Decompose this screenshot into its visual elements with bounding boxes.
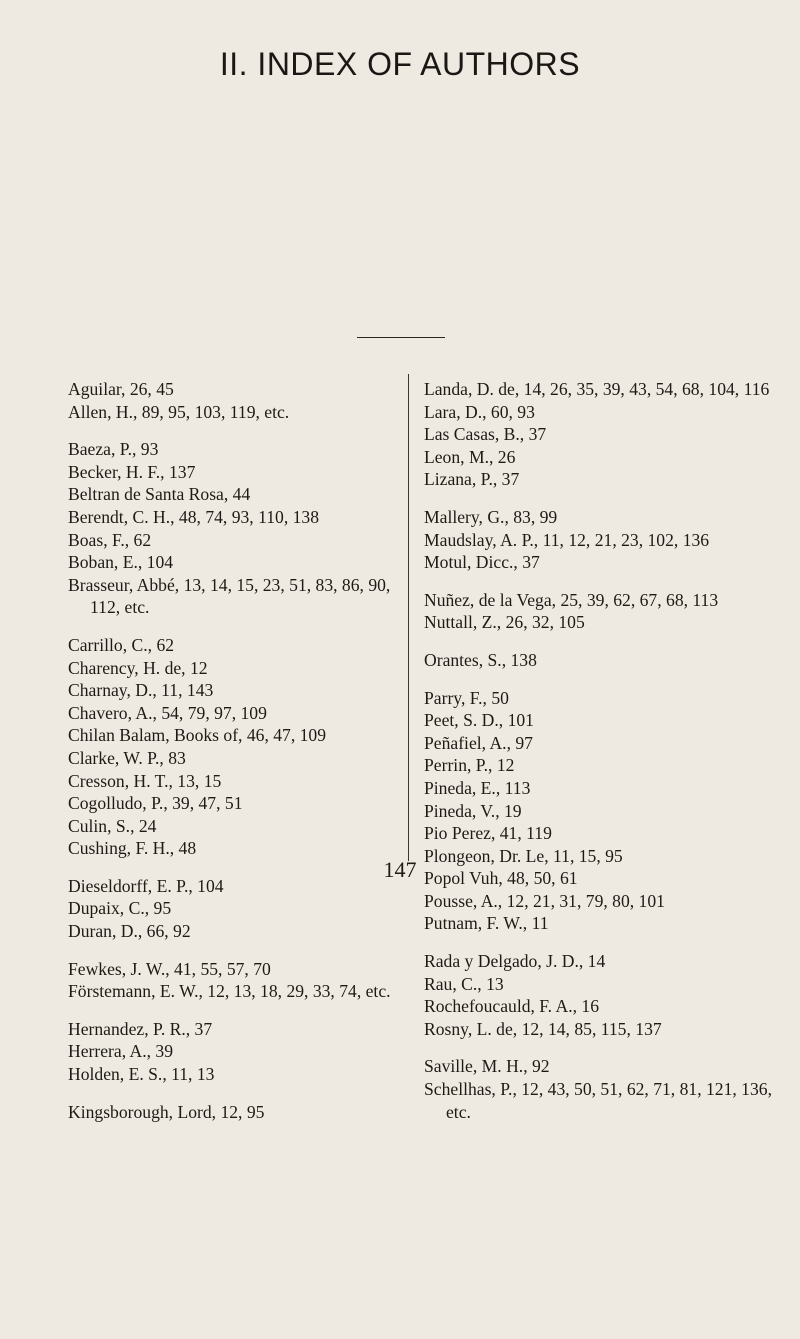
index-entry: Landa, D. de, 14, 26, 35, 39, 43, 54, 68, 104, 116 bbox=[424, 379, 770, 399]
index-entry: Chavero, A., 54, 79, 97, 109 bbox=[68, 702, 267, 723]
index-entry: Becker, H. F., 137 bbox=[68, 461, 196, 482]
index-entry: Pio Perez, 41, 119 bbox=[424, 823, 552, 844]
index-entry: Cresson, H. T., 13, 15 bbox=[68, 770, 222, 791]
index-entry: Dupaix, C., 95 bbox=[68, 898, 172, 919]
index-entry: Boban, E., 104 bbox=[68, 552, 174, 573]
index-group bbox=[424, 506, 774, 574]
page-title: II. INDEX OF AUTHORS bbox=[219, 46, 581, 82]
index-entry: Las Casas, B., 37 bbox=[424, 424, 547, 445]
index-entry: Rosny, L. de, 12, 14, 85, 115, 137 bbox=[424, 1018, 662, 1039]
index-entry: Cogolludo, P., 39, 47, 51 bbox=[68, 793, 243, 814]
index-column-left bbox=[68, 378, 403, 1138]
index-column-right bbox=[424, 378, 774, 1138]
index-entry: Popol Vuh, 48, 50, 61 bbox=[424, 868, 578, 889]
index-entry: Förstemann, E. W., 12, 13, 18, 29, 33, 74, etc. bbox=[68, 981, 391, 1002]
index-entry: Kingsborough, Lord, 12, 95 bbox=[68, 1101, 265, 1122]
index-entry: Charency, H. de, 12 bbox=[68, 657, 208, 678]
index-entry: Beltran de Santa Rosa, 44 bbox=[68, 484, 251, 505]
index-entry: Plongeon, Dr. Le, 11, 15, 95 bbox=[424, 845, 623, 866]
index-entry: Maudslay, A. P., 11, 12, 21, 23, 102, 136 bbox=[424, 529, 710, 550]
index-entry: Schellhas, P., 12, 43, 50, 51, 62, 71, 81, 121, 136, etc. bbox=[424, 1079, 772, 1122]
index-entry: Motul, Dicc., 37 bbox=[424, 552, 540, 573]
index-group bbox=[68, 378, 403, 423]
index-entry: Rau, C., 13 bbox=[424, 973, 504, 994]
index-entry: Allen, H., 89, 95, 103, 119, etc. bbox=[68, 401, 290, 422]
index-entry: Nuñez, de la Vega, 25, 39, 62, 67, 68, 113 bbox=[424, 589, 719, 610]
index-entry: Leon, M., 26 bbox=[424, 446, 516, 467]
index-entry: Lara, D., 60, 93 bbox=[424, 401, 535, 422]
index-entry: Saville, M. H., 92 bbox=[424, 1056, 550, 1077]
index-group bbox=[68, 958, 403, 1003]
index-entry: Peet, S. D., 101 bbox=[424, 710, 534, 731]
index-group bbox=[424, 378, 774, 491]
index-entry: Clarke, W. P., 83 bbox=[68, 747, 186, 768]
index-entry: Culin, S., 24 bbox=[68, 815, 157, 836]
index-entry: Parry, F., 50 bbox=[424, 687, 509, 708]
index-group bbox=[68, 438, 403, 619]
title-rule bbox=[357, 337, 445, 338]
column-divider bbox=[408, 374, 409, 861]
index-entry: Herrera, A., 39 bbox=[68, 1041, 174, 1062]
index-group bbox=[68, 1101, 403, 1124]
index-group bbox=[424, 649, 774, 672]
index-entry: Brasseur, Abbé, 13, 14, 15, 23, 51, 83, 86, 90, 112, etc. bbox=[68, 574, 391, 618]
index-entry: Holden, E. S., 11, 13 bbox=[68, 1064, 215, 1085]
index-entry: Orantes, S., 138 bbox=[424, 649, 537, 670]
index-entry: Pineda, V., 19 bbox=[424, 800, 522, 821]
index-entry: Hernandez, P. R., 37 bbox=[68, 1018, 213, 1039]
index-entry: Chilan Balam, Books of, 46, 47, 109 bbox=[68, 725, 327, 746]
index-entry: Charnay, D., 11, 143 bbox=[68, 680, 214, 701]
index-entry: Pineda, E., 113 bbox=[424, 777, 531, 798]
index-entry: Dieseldorff, E. P., 104 bbox=[68, 875, 224, 896]
index-entry: Pousse, A., 12, 21, 31, 79, 80, 101 bbox=[424, 890, 665, 911]
index-entry: Rochefoucauld, F. A., 16 bbox=[424, 996, 599, 1017]
index-entry: Boas, F., 62 bbox=[68, 529, 152, 550]
index-group bbox=[424, 687, 774, 936]
index-group bbox=[68, 875, 403, 943]
index-group bbox=[68, 1018, 403, 1086]
index-entry: Peñafiel, A., 97 bbox=[424, 732, 533, 753]
index-group bbox=[424, 950, 774, 1040]
index-entry: Nuttall, Z., 26, 32, 105 bbox=[424, 612, 585, 633]
index-entry: Cushing, F. H., 48 bbox=[68, 838, 197, 859]
index-entry: Rada y Delgado, J. D., 14 bbox=[424, 951, 606, 972]
index-entry: Berendt, C. H., 48, 74, 93, 110, 138 bbox=[68, 506, 320, 527]
index-entry: Baeza, P., 93 bbox=[68, 439, 159, 460]
index-entry: Duran, D., 66, 92 bbox=[68, 921, 191, 942]
index-entry: Lizana, P., 37 bbox=[424, 469, 520, 490]
index-entry: Fewkes, J. W., 41, 55, 57, 70 bbox=[68, 958, 271, 979]
index-group bbox=[424, 589, 774, 634]
index-entry: Mallery, G., 83, 99 bbox=[424, 506, 558, 527]
index-entry: Putnam, F. W., 11 bbox=[424, 913, 549, 934]
page-number: 147 bbox=[383, 857, 417, 882]
index-entry: Perrin, P., 12 bbox=[424, 755, 515, 776]
index-group bbox=[68, 634, 403, 860]
index-entry: Carrillo, C., 62 bbox=[68, 634, 175, 655]
index-group bbox=[424, 1055, 774, 1123]
index-entry: Aguilar, 26, 45 bbox=[68, 379, 174, 399]
